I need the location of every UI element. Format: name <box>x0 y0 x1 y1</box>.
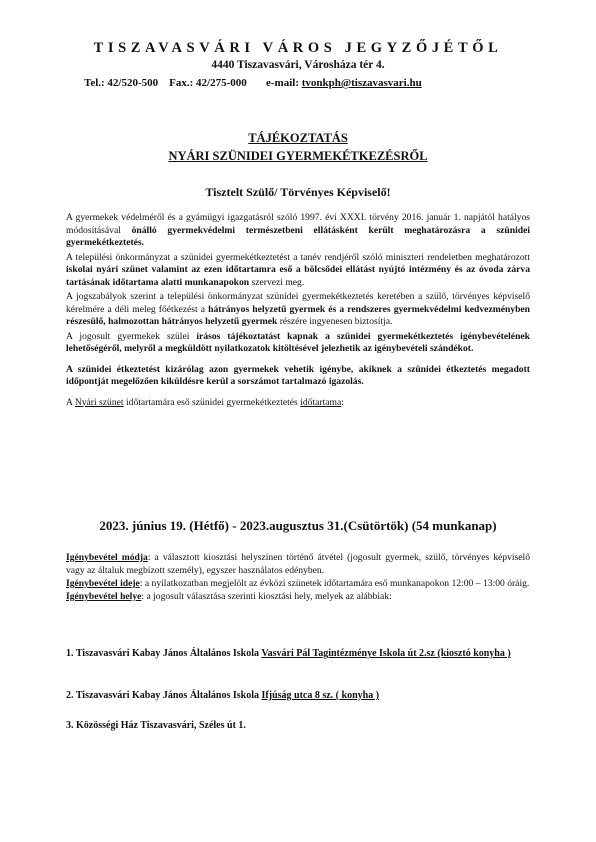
issuer-address: 4440 Tiszavasvári, Városháza tér 4. <box>211 59 385 71</box>
p3-text-end: részére ingyenesen biztosítja. <box>277 316 393 327</box>
location-1-address: Vasvári Pál Tagintézménye Iskola út 2.sz (kiosztó konyha ) <box>261 648 511 659</box>
email-label: e-mail: <box>266 77 299 89</box>
location-1 <box>66 647 530 660</box>
detail-time-text: : a nyilatkozatban megjelölt az évközi szünetek időtartamára eső munkanapokon 12:00 – 13:00 óráig. <box>139 578 530 589</box>
date-range: 2023. június 19. (Hétfő) - 2023.augusztus 31.(Csütörtök) (54 munkanap) <box>99 518 497 533</box>
detail-mode-text: : a választott kiosztási helyszínen történő átvétel (jogosult gyermek, szülő, törvényes képviselő vagy az általuk megbízott személy), egyszer használatos edényben. <box>66 552 531 576</box>
location-2 <box>66 689 530 702</box>
detail-mode-label: Igénybevétel módja <box>66 552 148 563</box>
p2-text: A települési önkormányzat a szünidei gyermekétkeztetést a tanév rendjéről szóló miniszteri rendeletben meghatározott <box>66 251 530 263</box>
body-text <box>66 212 530 411</box>
location-3: 3. Közösségi Ház Tiszavasvári, Széles út 1. <box>66 720 246 731</box>
issuer-title: TISZAVASVÁRI VÁROS JEGYZŐJÉTŐL <box>93 40 503 56</box>
location-1-name: 1. Tiszavasvári Kabay János Általános Iskola <box>66 648 262 659</box>
document-title: TÁJÉKOZTATÁS <box>248 131 348 145</box>
p6-text-mid: időtartamára eső szünidei gyermekétkeztetés <box>123 396 301 408</box>
paragraph-5 <box>66 364 530 389</box>
p2-bold: iskolai nyári szünet valamint az ezen időtartamra eső a bölcsődei ellátást nyújtó intézmény és az óvoda zárva tartásának időtartama alatti munkanapokon <box>66 264 530 288</box>
detail-place <box>66 590 530 603</box>
issuer-contact <box>84 77 524 89</box>
p6-text: A <box>66 396 75 408</box>
location-2-name: 2. Tiszavasvári Kabay János Általános Iskola <box>66 690 262 701</box>
detail-place-text: : a jogosult választása szerinti kiosztási hely, melyek az alábbiak: <box>141 591 392 602</box>
p5-bold: A szünidei étkeztetést kizárólag azon gyermekek vehetik igénybe, akiknek a szünidei étkeztetés megadott időpontját megelőzően kiküldésre kerül a sorszámot tartalmazó igazolás. <box>66 363 530 387</box>
paragraph-3 <box>66 291 530 329</box>
phone-number: Tel.: 42/520-500 <box>84 77 159 89</box>
paragraph-2 <box>66 252 530 290</box>
p3-bold: hátrányos helyzetű gyermek és a rendszeres gyermekvédelmi kedvezményben részesülő, halmozottan hátrányos helyzetű gyermek <box>66 303 531 327</box>
p6-underlined-1: Nyári szünet <box>74 396 124 408</box>
salutation: Tisztelt Szülő/ Törvényes Képviselő! <box>205 185 391 199</box>
p4-text: A jogosult gyermekek szülei <box>66 330 197 342</box>
paragraph-1 <box>66 212 530 250</box>
p6-underlined-2: időtartama <box>300 396 342 408</box>
detail-place-label: Igénybevétel helye <box>66 591 142 602</box>
email-link[interactable]: tvonkph@tiszavasvari.hu <box>301 77 422 89</box>
detail-time-label: Igénybevétel ideje <box>66 578 140 589</box>
document-subtitle: NYÁRI SZÜNIDEI GYERMEKÉTKEZÉSRŐL <box>168 149 428 163</box>
p1-bold: önálló gyermekvédelmi természetbeni ellátásként került meghatározásra a szünidei gyermekétkeztetés. <box>66 224 530 248</box>
p3-text: A jogszabályok szerint a települési önkormányzat szünidei gyermekétkeztetés keretében a szülő, törvényes képviselő kérelmére a déli meleg főétkezést a <box>66 291 530 315</box>
p1-text: A gyermekek védelméről és a gyámügyi igazgatásról szóló 1997. évi XXXI. törvény 2016. január 1. napjától hatályos módosításával <box>66 212 530 236</box>
paragraph-6 <box>66 397 530 410</box>
fax-number: Fax.: 42/275-000 <box>169 77 247 89</box>
paragraph-4 <box>66 331 530 356</box>
p2-text-end: szervezi meg. <box>249 276 305 288</box>
details-block <box>66 551 530 603</box>
location-2-address: Ifjúság utca 8 sz. ( konyha ) <box>261 690 380 701</box>
p6-text-end: : <box>341 396 344 408</box>
p4-bold: írásos tájékoztatást kapnak a szünidei gyermekétkeztetés igénybevételének lehetőségéről, melyről a megküldött nyilatkozatok kitöltésével jelezhetik az igénybevételi szándékot. <box>66 330 530 354</box>
detail-time <box>66 577 530 590</box>
detail-mode <box>66 551 530 577</box>
